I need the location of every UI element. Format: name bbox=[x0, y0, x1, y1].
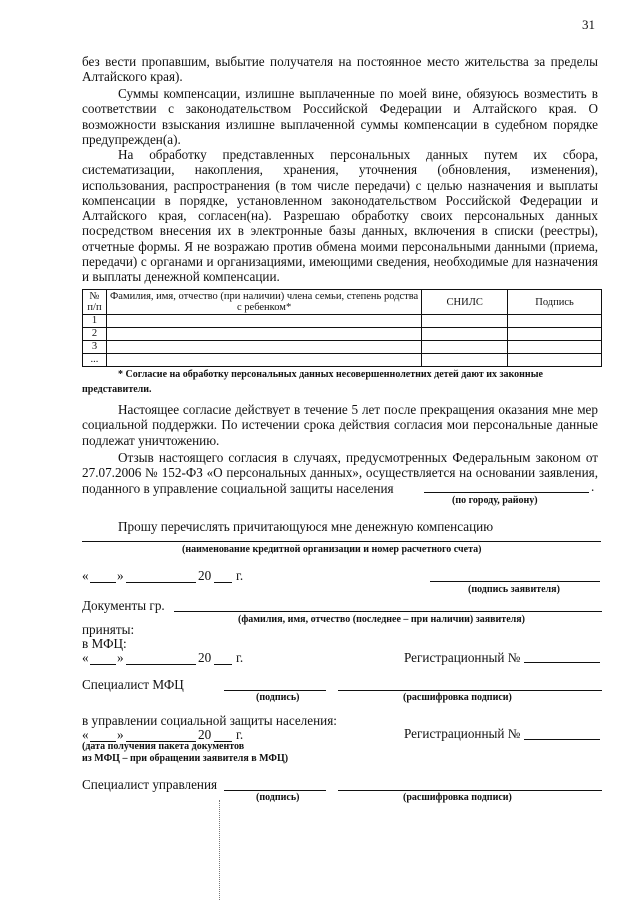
bank-account-field[interactable] bbox=[82, 541, 601, 542]
mfc-day-field[interactable] bbox=[90, 664, 116, 665]
department-caption: (по городу, району) bbox=[452, 495, 538, 506]
row-number: ... bbox=[83, 354, 107, 367]
dept-specialist-decode-field[interactable] bbox=[338, 790, 602, 791]
mfc-registration-label: Регистрационный № bbox=[404, 650, 521, 665]
mfc-registration-field[interactable] bbox=[524, 662, 600, 663]
paragraph-compensation-return: Суммы компенсации, излишне выплаченные по моей вине, обязуюсь возместить в соответствии с законодательством Российской Федерации и Алтайского края. О возможности взыскания излишне выплаченной суммы компенсации в судебном порядке предупрежден(а). bbox=[82, 86, 598, 147]
paragraph-consent-validity: Настоящее согласие действует в течение 5 лет после прекращения оказания мне мер социальной поддержки. По истечении срока действия согласия мои персональные данные подлежат уничтожению. bbox=[82, 402, 598, 448]
applicant-year-field[interactable] bbox=[214, 582, 232, 583]
department-field[interactable] bbox=[424, 492, 589, 493]
applicant-month-field[interactable] bbox=[126, 582, 196, 583]
table-header-row bbox=[83, 290, 602, 315]
name-cell[interactable] bbox=[106, 341, 421, 354]
withdrawal-end-period: . bbox=[591, 479, 595, 494]
mfc-year-suffix: г. bbox=[236, 650, 244, 665]
scan-margin-mark bbox=[219, 800, 220, 900]
name-cell[interactable] bbox=[106, 354, 421, 367]
dept-year-prefix: 20 bbox=[198, 727, 212, 742]
mfc-specialist-signature-field[interactable] bbox=[224, 690, 326, 691]
row-number: 2 bbox=[83, 328, 107, 341]
header-full-name: Фамилия, имя, отчество (при наличии) члена семьи, степень родства с ребенком* bbox=[106, 290, 421, 315]
social-dept-label: в управлении социальной защиты населения: bbox=[82, 713, 337, 728]
mfc-month-field[interactable] bbox=[126, 664, 196, 665]
dept-specialist-label: Специалист управления bbox=[82, 777, 218, 792]
dept-date-close-quote: » bbox=[117, 727, 124, 742]
applicant-name-field[interactable] bbox=[174, 611, 602, 612]
applicant-year-suffix: г. bbox=[236, 568, 244, 583]
mfc-specialist-signature-caption: (подпись) bbox=[256, 692, 300, 703]
name-cell[interactable] bbox=[106, 328, 421, 341]
header-number: № п/п bbox=[83, 290, 107, 315]
transfer-request: Прошу перечислять причитающуюся мне денежную компенсацию bbox=[118, 519, 494, 534]
paragraph-continuation: без вести пропавшим, выбытие получателя на постоянное место жительства за пределы Алтайского края). bbox=[82, 54, 598, 85]
mfc-date-open-quote: « bbox=[82, 650, 89, 665]
signature-cell[interactable] bbox=[508, 354, 602, 367]
accepted-label: приняты: bbox=[82, 622, 135, 637]
snils-cell[interactable] bbox=[422, 328, 508, 341]
header-snils: СНИЛС bbox=[422, 290, 508, 315]
mfc-label: в МФЦ: bbox=[82, 636, 127, 651]
dept-note-line1: (дата получения пакета документов bbox=[82, 741, 245, 752]
dept-registration-label: Регистрационный № bbox=[404, 726, 521, 741]
applicant-name-caption: (фамилия, имя, отчество (последнее – при наличии) заявителя) bbox=[238, 614, 525, 625]
table-row bbox=[83, 315, 602, 328]
snils-cell[interactable] bbox=[422, 315, 508, 328]
table-row bbox=[83, 354, 602, 367]
dept-specialist-decode-caption: (расшифровка подписи) bbox=[403, 792, 512, 803]
dept-date-open-quote: « bbox=[82, 727, 89, 742]
mfc-specialist-decode-field[interactable] bbox=[338, 690, 602, 691]
signature-cell[interactable] bbox=[508, 328, 602, 341]
table-row bbox=[83, 328, 602, 341]
signature-cell[interactable] bbox=[508, 315, 602, 328]
table-footnote: * Согласие на обработку персональных данных несовершеннолетних детей дают их законные представители. bbox=[82, 369, 543, 395]
dept-year-suffix: г. bbox=[236, 727, 244, 742]
applicant-day-field[interactable] bbox=[90, 582, 116, 583]
bank-account-caption: (наименование кредитной организации и номер расчетного счета) bbox=[182, 544, 482, 555]
mfc-specialist-decode-caption: (расшифровка подписи) bbox=[403, 692, 512, 703]
table-row bbox=[83, 341, 602, 354]
dept-specialist-signature-field[interactable] bbox=[224, 790, 326, 791]
applicant-year-prefix: 20 bbox=[198, 568, 212, 583]
row-number: 1 bbox=[83, 315, 107, 328]
name-cell[interactable] bbox=[106, 315, 421, 328]
family-members-table bbox=[82, 289, 602, 367]
mfc-year-prefix: 20 bbox=[198, 650, 212, 665]
applicant-date-open-quote: « bbox=[82, 568, 89, 583]
snils-cell[interactable] bbox=[422, 341, 508, 354]
documents-label: Документы гр. bbox=[82, 598, 165, 613]
mfc-date-close-quote: » bbox=[117, 650, 124, 665]
signature-cell[interactable] bbox=[508, 341, 602, 354]
dept-note-line2: из МФЦ – при обращении заявителя в МФЦ) bbox=[82, 753, 289, 764]
header-signature: Подпись bbox=[508, 290, 602, 315]
applicant-signature-field[interactable] bbox=[430, 581, 600, 582]
dept-registration-field[interactable] bbox=[524, 739, 600, 740]
dept-specialist-signature-caption: (подпись) bbox=[256, 792, 300, 803]
mfc-year-field[interactable] bbox=[214, 664, 232, 665]
page-number: 31 bbox=[582, 17, 595, 32]
row-number: 3 bbox=[83, 341, 107, 354]
snils-cell[interactable] bbox=[422, 354, 508, 367]
paragraph-personal-data-consent: На обработку представленных персональных данных путем их сбора, систематизации, накопления, хранения, уточнения (обновления, изменения), использования, распространения (в том числе передачи) с целью назначения и выплаты компенсации в порядке, установленном законодательством Российской Федерации и Алтайского края, согласен(на). Разрешаю обработку своих персональных данных посредством внесения их в электронные базы данных, включения в списки (реестры), отчетные формы. Я не возражаю против обмена моими персональными данными (приема, передачи) с органами и организациями, имеющими сведения, необходимые для назначения и выплаты денежной компенсации. bbox=[82, 147, 598, 285]
mfc-specialist-label: Специалист МФЦ bbox=[82, 677, 184, 692]
applicant-signature-caption: (подпись заявителя) bbox=[468, 584, 560, 595]
applicant-date-close-quote: » bbox=[117, 568, 124, 583]
paragraph-consent-withdrawal: Отзыв настоящего согласия в случаях, предусмотренных Федеральным законом от 27.07.2006 № 152-ФЗ «О персональных данных», осуществляется на основании заявления, поданного в управление социальной защиты населения bbox=[82, 450, 598, 496]
